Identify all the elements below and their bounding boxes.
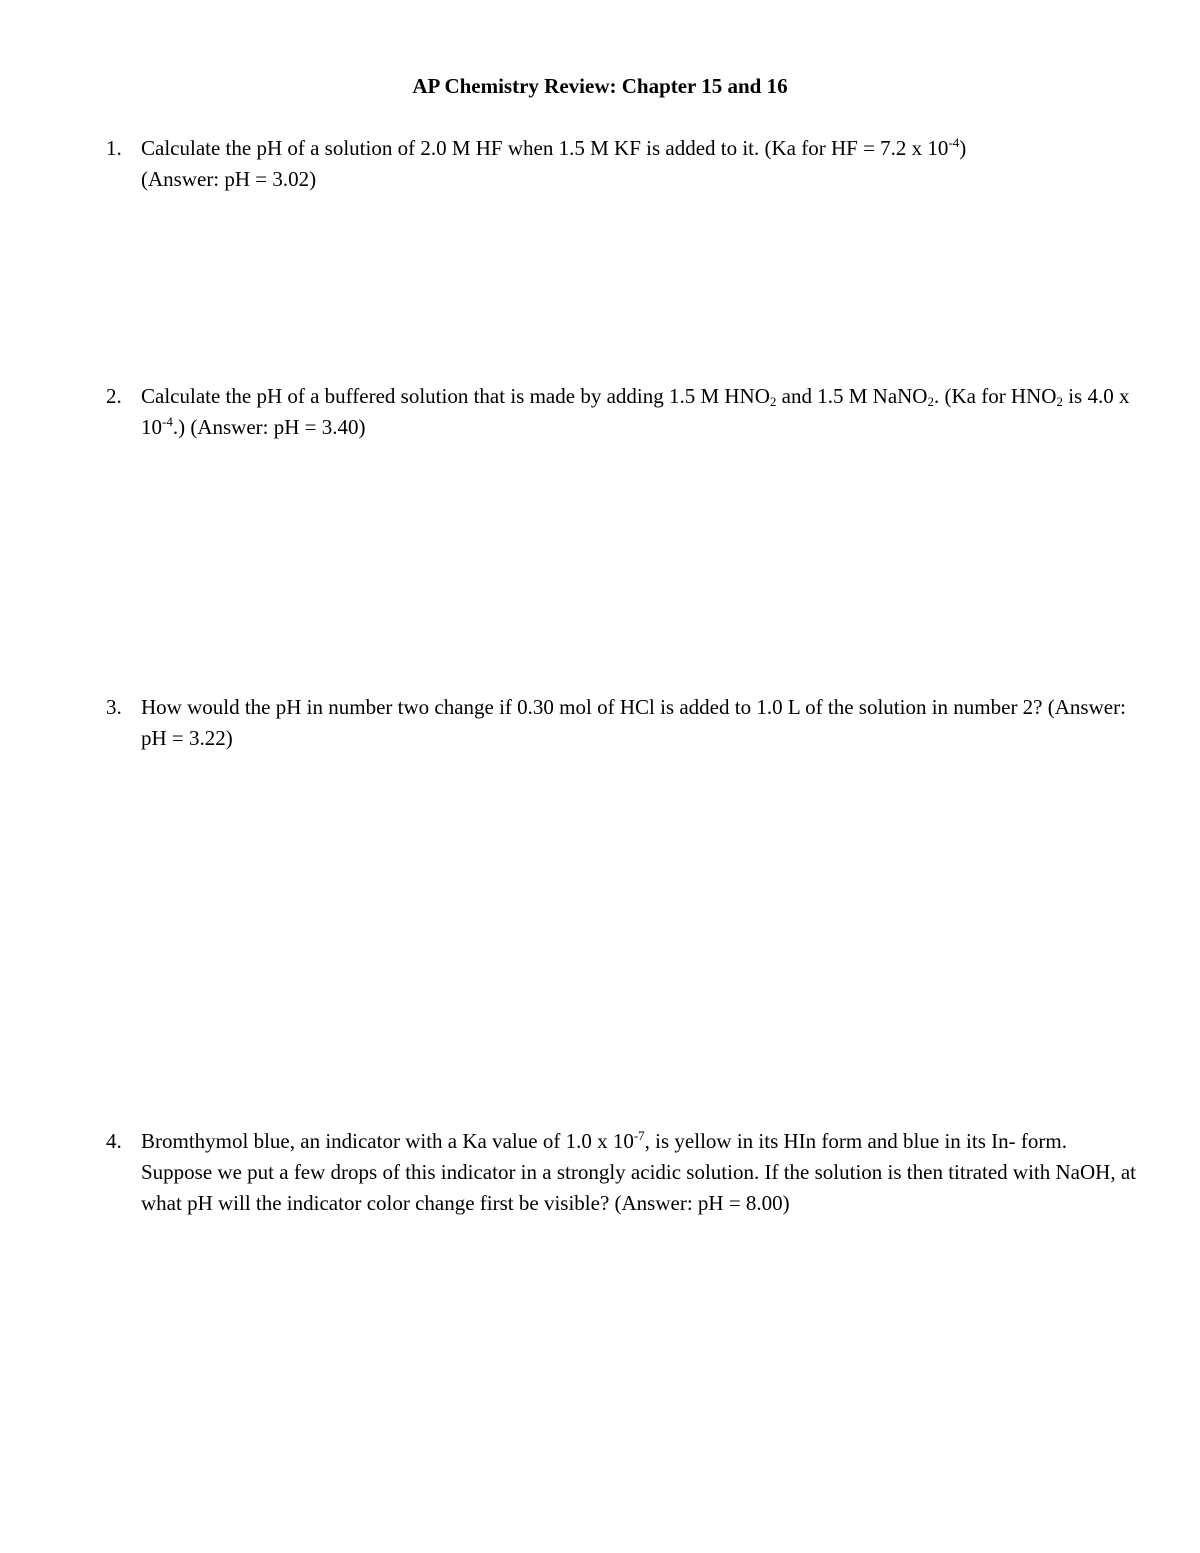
question-text (141, 1126, 1141, 1219)
question-text-part: .) (Answer: pH = 3.40) (172, 415, 366, 439)
subscript: 2 (769, 394, 777, 409)
answer-text: (Answer: pH = 3.02) (141, 167, 317, 191)
question-3 (106, 692, 1146, 754)
subscript: 2 (927, 394, 934, 409)
exponent: -4 (948, 135, 960, 150)
question-text (141, 381, 1141, 443)
question-number: 2. (106, 384, 122, 408)
question-text-part: Calculate the pH of a buffered solution that is made by adding 1.5 M HNO (141, 384, 770, 408)
exponent: -4 (162, 414, 173, 429)
question-text-part: Bromthymol blue, an indicator with a Ka value of 1.0 x 10 (141, 1129, 634, 1153)
question-text-part: . (Ka for HNO (933, 384, 1057, 408)
subscript: 2 (1056, 394, 1063, 409)
question-text-part: , is yellow in its HIn form and blue in its In- form. Suppose we put a few drops of this indicator in a strongly acidic solution. If the solution is then titrated with NaOH, at what pH will the indicator color change first be visible? (Answer: pH = 8.00) (141, 1129, 1136, 1215)
question-1 (106, 133, 1146, 195)
question-text-part: ) (959, 136, 967, 160)
question-4 (106, 1126, 1146, 1219)
question-text-part: Calculate the pH of a solution of 2.0 M HF when 1.5 M KF is added to it. (Ka for HF = 7.2 x 10 (141, 136, 949, 160)
question-number: 1. (106, 136, 122, 160)
page-title: AP Chemistry Review: Chapter 15 and 16 (412, 74, 788, 98)
question-text-part: and 1.5 M NaNO (776, 384, 928, 408)
question-text (141, 133, 1141, 195)
exponent: -7 (633, 1128, 645, 1143)
question-text-part: is 4.0 x 10 (141, 384, 1130, 439)
question-text: How would the pH in number two change if 0.30 mol of HCl is added to 1.0 L of the solution in number 2? (Answer: pH = 3.22) (141, 695, 1126, 750)
question-number: 4. (106, 1129, 122, 1153)
question-2 (106, 381, 1146, 443)
question-number: 3. (106, 695, 122, 719)
